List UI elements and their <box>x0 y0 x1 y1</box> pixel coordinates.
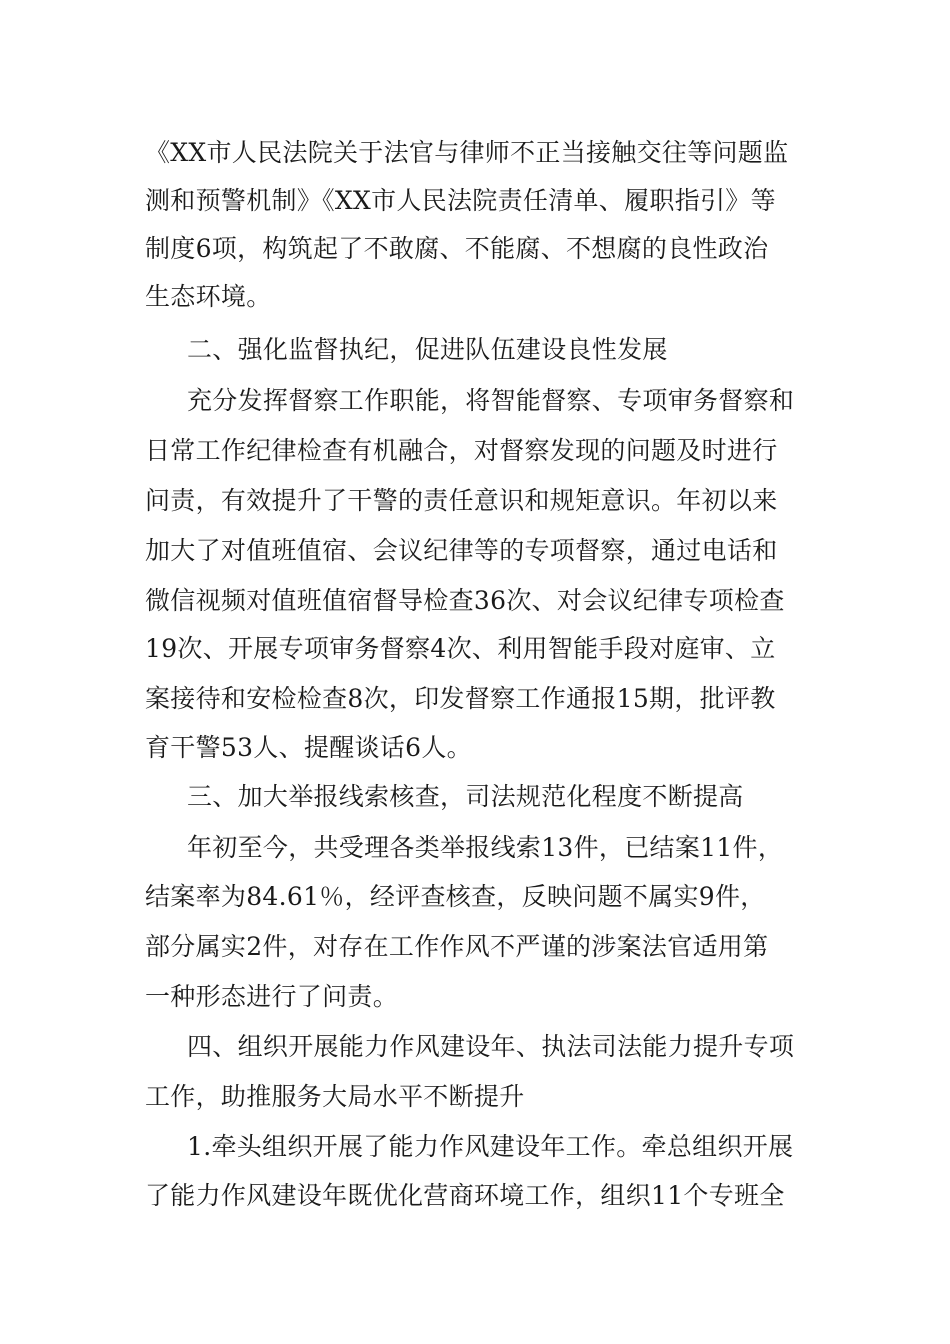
body-text-line: 制度6项，构筑起了不敢腐、不能腐、不想腐的良性政治 <box>145 234 769 263</box>
body-text-line: 案接待和安检检查8次，印发督察工作通报15期，批评教 <box>145 684 776 713</box>
body-text-line: 部分属实2件，对存在工作作风不严谨的涉案法官适用第 <box>145 932 769 961</box>
body-text-line: 了能力作风建设年既优化营商环境工作，组织11个专班全 <box>145 1181 785 1210</box>
body-text-line: 年初至今，共受理各类举报线索13件，已结案11件， <box>187 833 784 862</box>
body-text-line: 育干警53人、提醒谈话6人。 <box>145 733 472 762</box>
body-text-line: 19次、开展专项审务督察4次、利用智能手段对庭审、立 <box>145 634 776 663</box>
body-text-line: 结案率为84.61％，经评查核查，反映问题不属实9件， <box>145 882 766 911</box>
body-text-line: 日常工作纪律检查有机融合，对督察发现的问题及时进行 <box>145 436 778 465</box>
body-text-line: 加大了对值班值宿、会议纪律等的专项督察，通过电话和 <box>145 536 778 565</box>
body-text-line: 一种形态进行了问责。 <box>145 982 399 1011</box>
section-heading: 三、加大举报线索核查，司法规范化程度不断提高 <box>187 782 744 811</box>
section-heading: 二、强化监督执纪，促进队伍建设良性发展 <box>187 335 668 364</box>
body-text-line: 生态环境。 <box>145 282 272 311</box>
section-heading: 四、组织开展能力作风建设年、执法司法能力提升专项 <box>187 1032 795 1061</box>
body-text-line: 充分发挥督察工作职能，将智能督察、专项审务督察和 <box>187 386 795 415</box>
body-text-line: 微信视频对值班值宿督导检查36次、对会议纪律专项检查 <box>145 586 785 615</box>
body-text-line: 问责，有效提升了干警的责任意识和规矩意识。年初以来 <box>145 486 778 515</box>
body-text-line: 1.牵头组织开展了能力作风建设年工作。牵总组织开展 <box>187 1132 794 1161</box>
body-text-line: 测和预警机制》《XX市人民法院责任清单、履职指引》等 <box>145 186 776 215</box>
body-text-line: 《XX市人民法院关于法官与律师不正当接触交往等问题监 <box>145 138 789 167</box>
section-heading-continued: 工作，助推服务大局水平不断提升 <box>145 1082 525 1111</box>
